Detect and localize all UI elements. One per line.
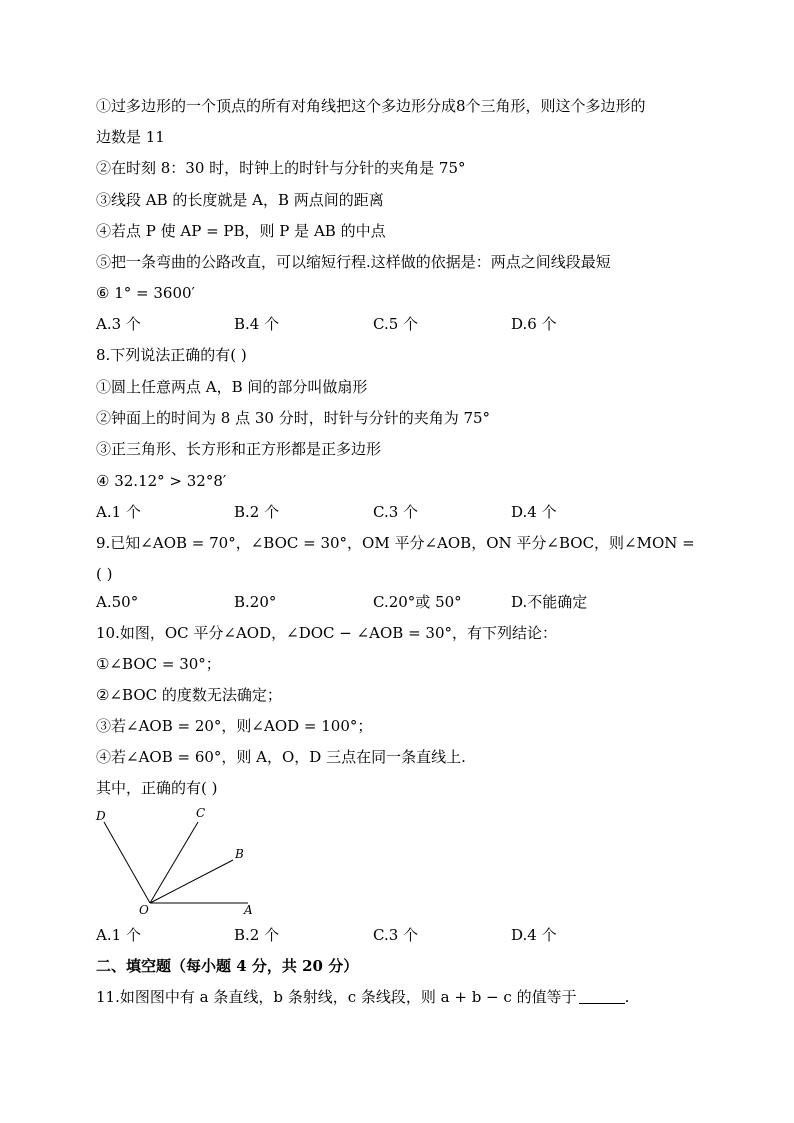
q10-option-c[interactable]: C.3 个: [373, 926, 419, 944]
q10-option-d[interactable]: D.4 个: [511, 926, 557, 944]
label-b: B: [235, 847, 244, 861]
q9-option-a[interactable]: A.50°: [96, 593, 139, 611]
q7-option-a[interactable]: A.3 个: [96, 315, 141, 333]
q10-angle-figure: [88, 800, 268, 920]
q7-option-b[interactable]: B.4 个: [234, 315, 280, 333]
q8-option-d[interactable]: D.4 个: [511, 503, 557, 521]
q8-stem: 8.下列说法正确的有( ): [96, 346, 247, 364]
q8-options: [96, 502, 696, 522]
q10-ask: 其中，正确的有( ): [96, 779, 218, 797]
q9-options: [96, 592, 696, 612]
q8-statement-3: ③正三角形、长方形和正方形都是正多边形: [96, 440, 382, 458]
q10-option-a[interactable]: A.1 个: [96, 926, 141, 944]
q7-option-c[interactable]: C.5 个: [373, 315, 419, 333]
q10-stem: 10.如图，OC 平分∠AOD，∠DOC − ∠AOB = 30°，有下列结论：: [96, 624, 558, 642]
q7-option-d[interactable]: D.6 个: [511, 315, 557, 333]
label-o: O: [139, 903, 149, 917]
q10-statement-3: ③若∠AOB = 20°，则∠AOD = 100°；: [96, 717, 373, 735]
q7-statement-5: ⑤把一条弯曲的公路改直，可以缩短行程.这样做的依据是：两点之间线段最短: [96, 253, 611, 271]
label-c: C: [196, 806, 206, 820]
q9-option-b[interactable]: B.20°: [234, 593, 277, 611]
label-a: A: [244, 903, 253, 917]
label-d: D: [96, 809, 106, 823]
q7-statement-1b: 边数是 11: [96, 128, 165, 146]
q7-statement-4: ④若点 P 使 AP = PB，则 P 是 AB 的中点: [96, 222, 386, 240]
q11-line: [96, 987, 629, 1007]
q8-option-b[interactable]: B.2 个: [234, 503, 280, 521]
q7-statement-2: ②在时刻 8：30 时，时钟上的时针与分针的夹角是 75°: [96, 159, 466, 177]
q11-answer-blank[interactable]: [579, 989, 625, 1004]
q10-statement-4: ④若∠AOB = 60°，则 A，O，D 三点在同一条直线上.: [96, 748, 466, 766]
q10-statement-2: ②∠BOC 的度数无法确定；: [96, 686, 282, 704]
q8-option-c[interactable]: C.3 个: [373, 503, 419, 521]
q11-tail: .: [624, 988, 630, 1006]
q8-statement-2: ②钟面上的时间为 8 点 30 分时，时针与分针的夹角为 75°: [96, 409, 491, 427]
q7-statement-1a: ①过多边形的一个顶点的所有对角线把这个多边形分成8个三角形，则这个多边形的: [96, 97, 646, 115]
q11-stem: 11.如图图中有 a 条直线，b 条射线，c 条线段，则 a + b − c 的值等于: [96, 988, 577, 1006]
q7-statement-3: ③线段 AB 的长度就是 A，B 两点间的距离: [96, 191, 384, 209]
q8-statement-4: ④ 32.12° > 32°8′: [96, 472, 227, 490]
q10-option-b[interactable]: B.2 个: [234, 926, 280, 944]
q7-statement-6: ⑥ 1° = 3600′: [96, 284, 195, 302]
q10-options: [96, 925, 696, 945]
q9-option-d[interactable]: D.不能确定: [511, 593, 588, 611]
q8-statement-1: ①圆上任意两点 A，B 间的部分叫做扇形: [96, 378, 368, 396]
q9-option-c[interactable]: C.20°或 50°: [373, 593, 462, 611]
q7-options: [96, 314, 696, 334]
q9-stem-b: ( ): [96, 565, 113, 583]
ray-od: [104, 822, 150, 903]
q9-stem-a: 9.已知∠AOB = 70°，∠BOC = 30°，OM 平分∠AOB，ON 平分∠BOC，则∠MON =: [96, 534, 695, 552]
q8-option-a[interactable]: A.1 个: [96, 503, 141, 521]
q10-statement-1: ①∠BOC = 30°；: [96, 655, 221, 673]
section-2-heading: 二、填空题（每小题 4 分，共 20 分）: [96, 957, 359, 975]
